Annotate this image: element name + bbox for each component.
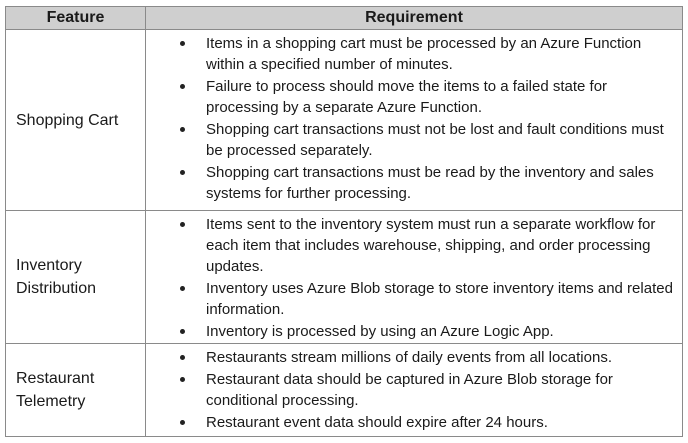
requirements-cell [146,30,683,211]
requirements-list [146,30,682,205]
table-row-restaurant-telemetry [6,344,683,437]
requirement-item [146,214,682,277]
feature-cell: Shopping Cart [6,30,146,211]
bullet-icon [180,420,185,425]
requirement-item [146,33,682,75]
requirements-cell [146,344,683,437]
table-header-row [6,7,683,30]
requirement-text: Failure to process should move the items to a failed state for processing by a separate Azure Function. [206,78,608,116]
bullet-icon [180,377,185,382]
bullet-icon [180,84,185,89]
bullet-icon [180,222,185,227]
requirements-list [146,344,682,434]
header-requirement: Requirement [146,7,683,30]
bullet-icon [180,329,185,334]
requirement-item [146,412,682,433]
requirement-text: Shopping cart transactions must be read by the inventory and sales systems for further processing. [206,164,654,202]
requirements-cell [146,211,683,344]
bullet-icon [180,355,185,360]
requirement-item [146,369,682,411]
requirement-text: Inventory uses Azure Blob storage to store inventory items and related information. [206,280,673,318]
header-feature: Feature [6,7,146,30]
requirement-item [146,321,682,342]
requirement-item [146,76,682,118]
requirement-text: Items in a shopping cart must be processed by an Azure Function within a specified number of minutes. [206,35,642,73]
table-row-shopping-cart [6,30,683,211]
bullet-icon [180,41,185,46]
requirement-item [146,278,682,320]
requirements-table-container [5,6,683,437]
requirements-list [146,211,682,343]
requirement-text: Shopping cart transactions must not be lost and fault conditions must be processed separately. [206,121,664,159]
requirement-item [146,162,682,204]
requirements-table [5,6,683,437]
feature-cell: Inventory Distribution [6,211,146,344]
requirement-item [146,119,682,161]
requirement-text: Restaurants stream millions of daily events from all locations. [206,349,612,366]
bullet-icon [180,127,185,132]
requirement-text: Restaurant data should be captured in Azure Blob storage for conditional processing. [206,371,613,409]
requirement-text: Items sent to the inventory system must run a separate workflow for each item that includes warehouse, shipping, and order processing updates. [206,216,656,275]
requirement-text: Restaurant event data should expire after 24 hours. [206,414,548,431]
bullet-icon [180,170,185,175]
feature-cell: Restaurant Telemetry [6,344,146,437]
bullet-icon [180,286,185,291]
table-row-inventory-distribution [6,211,683,344]
requirement-text: Inventory is processed by using an Azure Logic App. [206,323,554,340]
requirement-item [146,347,682,368]
